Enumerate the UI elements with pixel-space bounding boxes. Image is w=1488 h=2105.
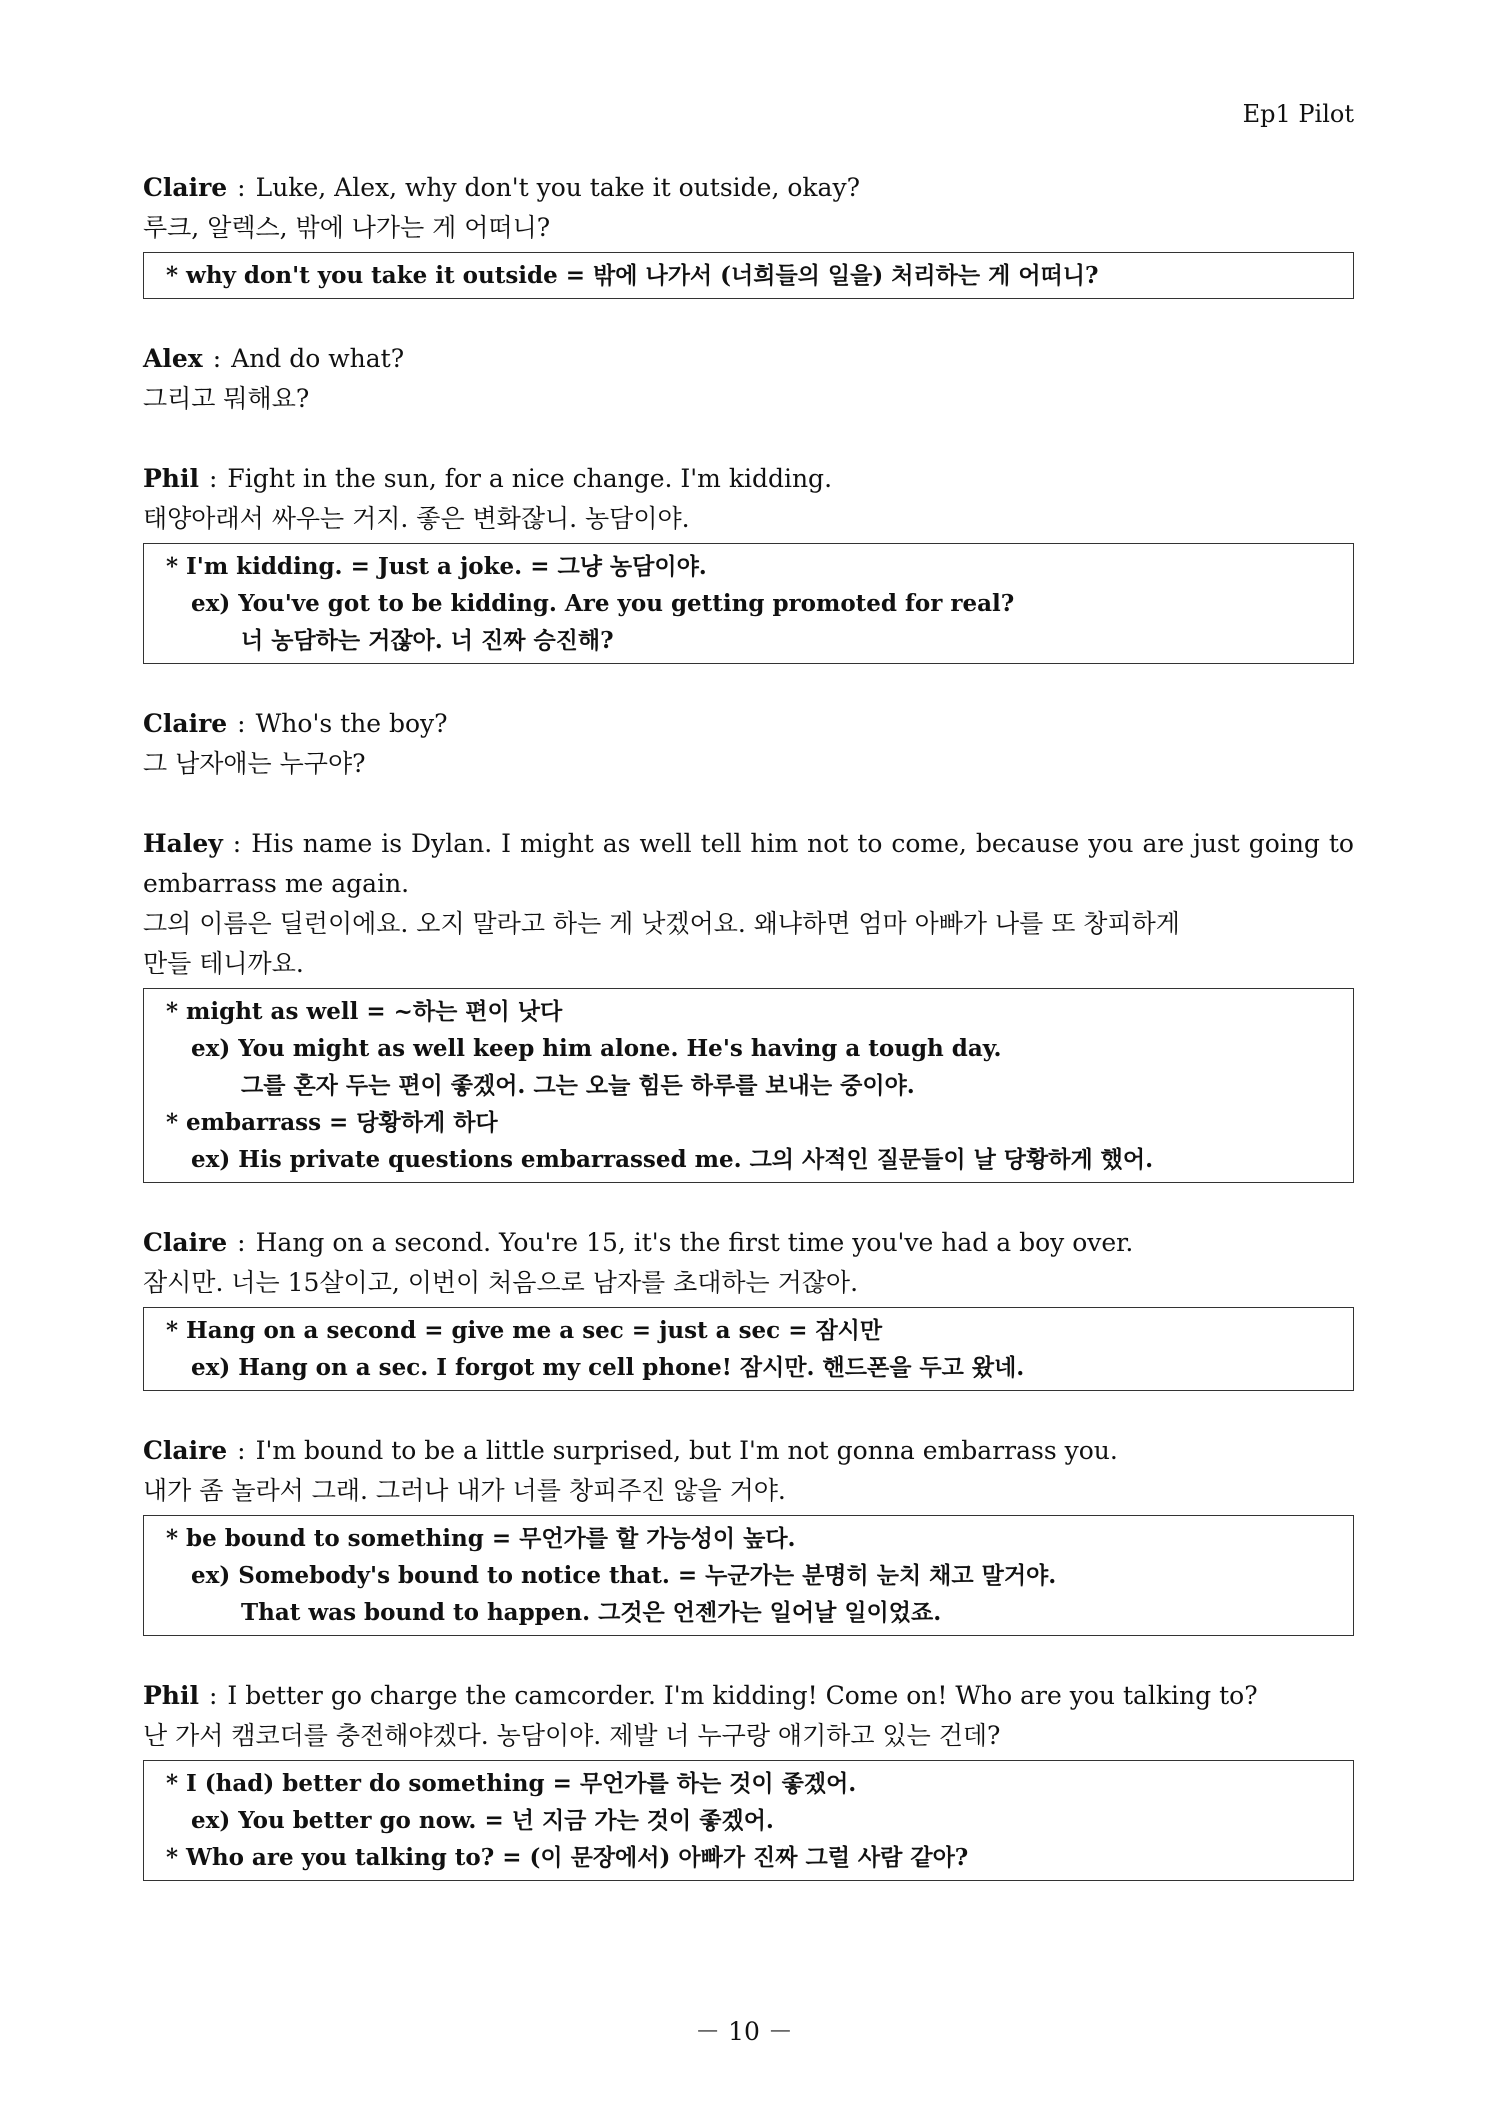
dialogue-block [143,1431,1354,1636]
speaker-name: Claire [143,1436,228,1465]
speaker-separator: : [237,173,246,202]
speaker-separator: : [232,829,242,858]
speaker-name: Haley [143,829,223,858]
note-line: * I (had) better do something = 무언가를 하는 것이 좋겠어. [166,1770,857,1797]
note-translation: 그를 혼자 두는 편이 좋겠어. 그는 오늘 힘든 하루를 보내는 중이야. [241,1072,915,1099]
dialogue-block [143,1223,1354,1391]
dialogue-block [143,824,1354,1183]
speaker-separator: : [237,1228,246,1257]
speaker-separator: : [212,344,222,373]
english-text: I better go charge the camcorder. I'm kidding! Come on! Who are you talking to? [227,1681,1258,1710]
note-line: * might as well = ~하는 편이 낫다 [166,998,563,1025]
korean-line: 루크, 알렉스, 밖에 나가는 게 어떠니? [143,213,551,242]
note-example: ex) Somebody's bound to notice that. = 누군가는 분명히 눈치 채고 말거야. [191,1562,1057,1589]
speaker-separator: : [208,464,218,493]
document-body [143,168,1354,1921]
page-number: － 10 － [695,2017,793,2046]
speaker-name: Alex [143,344,203,373]
korean-line: 그 남자애는 누구야? [143,749,366,778]
english-line [143,824,1354,904]
dialogue-block [143,704,1354,784]
speaker-name: Claire [143,709,228,738]
english-text: His name is Dylan. I might as well tell him not to come, because you are just going to embarrass me again. [143,829,1354,898]
note-translation: 너 농담하는 거잖아. 너 진짜 승진해? [241,627,614,654]
vocab-note-box [143,1307,1354,1391]
korean-line: 잠시만. 너는 15살이고, 이번이 처음으로 남자를 초대하는 거잖아. [143,1268,859,1297]
english-line [143,1431,1354,1471]
speaker-name: Claire [143,173,228,202]
speaker-name: Claire [143,1228,228,1257]
note-line: * be bound to something = 무언가를 할 가능성이 높다. [166,1525,796,1552]
vocab-note-box [143,1515,1354,1636]
english-text: I'm bound to be a little surprised, but I'm not gonna embarrass you. [255,1436,1118,1465]
english-text: And do what? [231,344,405,373]
speaker-separator: : [208,1681,218,1710]
vocab-note-box [143,252,1354,299]
note-example: ex) You might as well keep him alone. He's having a tough day. [191,1035,1002,1062]
vocab-note-box [143,1760,1354,1881]
dialogue-block [143,1676,1354,1881]
note-example: ex) You've got to be kidding. Are you getting promoted for real? [191,590,1015,617]
vocab-note-box [143,543,1354,664]
english-line [143,168,1354,208]
speaker-separator: : [237,709,246,738]
speaker-name: Phil [143,464,199,493]
note-example: ex) You better go now. = 넌 지금 가는 것이 좋겠어. [191,1807,774,1834]
note-line: * I'm kidding. = Just a joke. = 그냥 농담이야. [166,553,707,580]
note-line: * Who are you talking to? = (이 문장에서) 아빠가 진짜 그럴 사람 같아? [166,1844,969,1871]
speaker-separator: : [237,1436,246,1465]
dialogue-block [143,459,1354,664]
english-line [143,704,1354,744]
korean-line: 태양아래서 싸우는 거지. 좋은 변화잖니. 농담이야. [143,504,690,533]
dialogue-block [143,339,1354,419]
speaker-name: Phil [143,1681,199,1710]
english-line [143,1676,1354,1716]
english-line [143,339,1354,379]
english-line [143,459,1354,499]
episode-header: Ep1 Pilot [1242,100,1354,128]
english-line [143,1223,1354,1263]
note-line: * why don't you take it outside = 밖에 나가서 (너희들의 일을) 처리하는 게 어떠니? [166,262,1099,289]
english-text: Hang on a second. You're 15, it's the first time you've had a boy over. [255,1228,1134,1257]
note-translation: That was bound to happen. 그것은 언젠가는 일어날 일이었죠. [241,1599,942,1626]
english-text: Fight in the sun, for a nice change. I'm kidding. [227,464,833,493]
english-text: Who's the boy? [255,709,448,738]
korean-line: 난 가서 캠코더를 충전해야겠다. 농담이야. 제발 너 누구랑 얘기하고 있는 건데? [143,1721,1001,1750]
note-line: * embarrass = 당황하게 하다 [166,1109,498,1136]
note-example: ex) Hang on a sec. I forgot my cell phone! 잠시만. 핸드폰을 두고 왔네. [191,1354,1025,1381]
korean-line: 내가 좀 놀라서 그래. 그러나 내가 너를 창피주진 않을 거야. [143,1476,786,1505]
korean-line: 그의 이름은 딜런이에요. 오지 말라고 하는 게 낫겠어요. 왜냐하면 엄마 아빠가 나를 또 창피하게 만들 테니까요. [143,909,1180,978]
note-line: * Hang on a second = give me a sec = just a sec = 잠시만 [166,1317,883,1344]
vocab-note-box [143,988,1354,1183]
korean-line: 그리고 뭐해요? [143,384,310,413]
dialogue-block [143,168,1354,299]
english-text: Luke, Alex, why don't you take it outside, okay? [255,173,860,202]
note-example: ex) His private questions embarrassed me. 그의 사적인 질문들이 날 당황하게 했어. [191,1146,1154,1173]
